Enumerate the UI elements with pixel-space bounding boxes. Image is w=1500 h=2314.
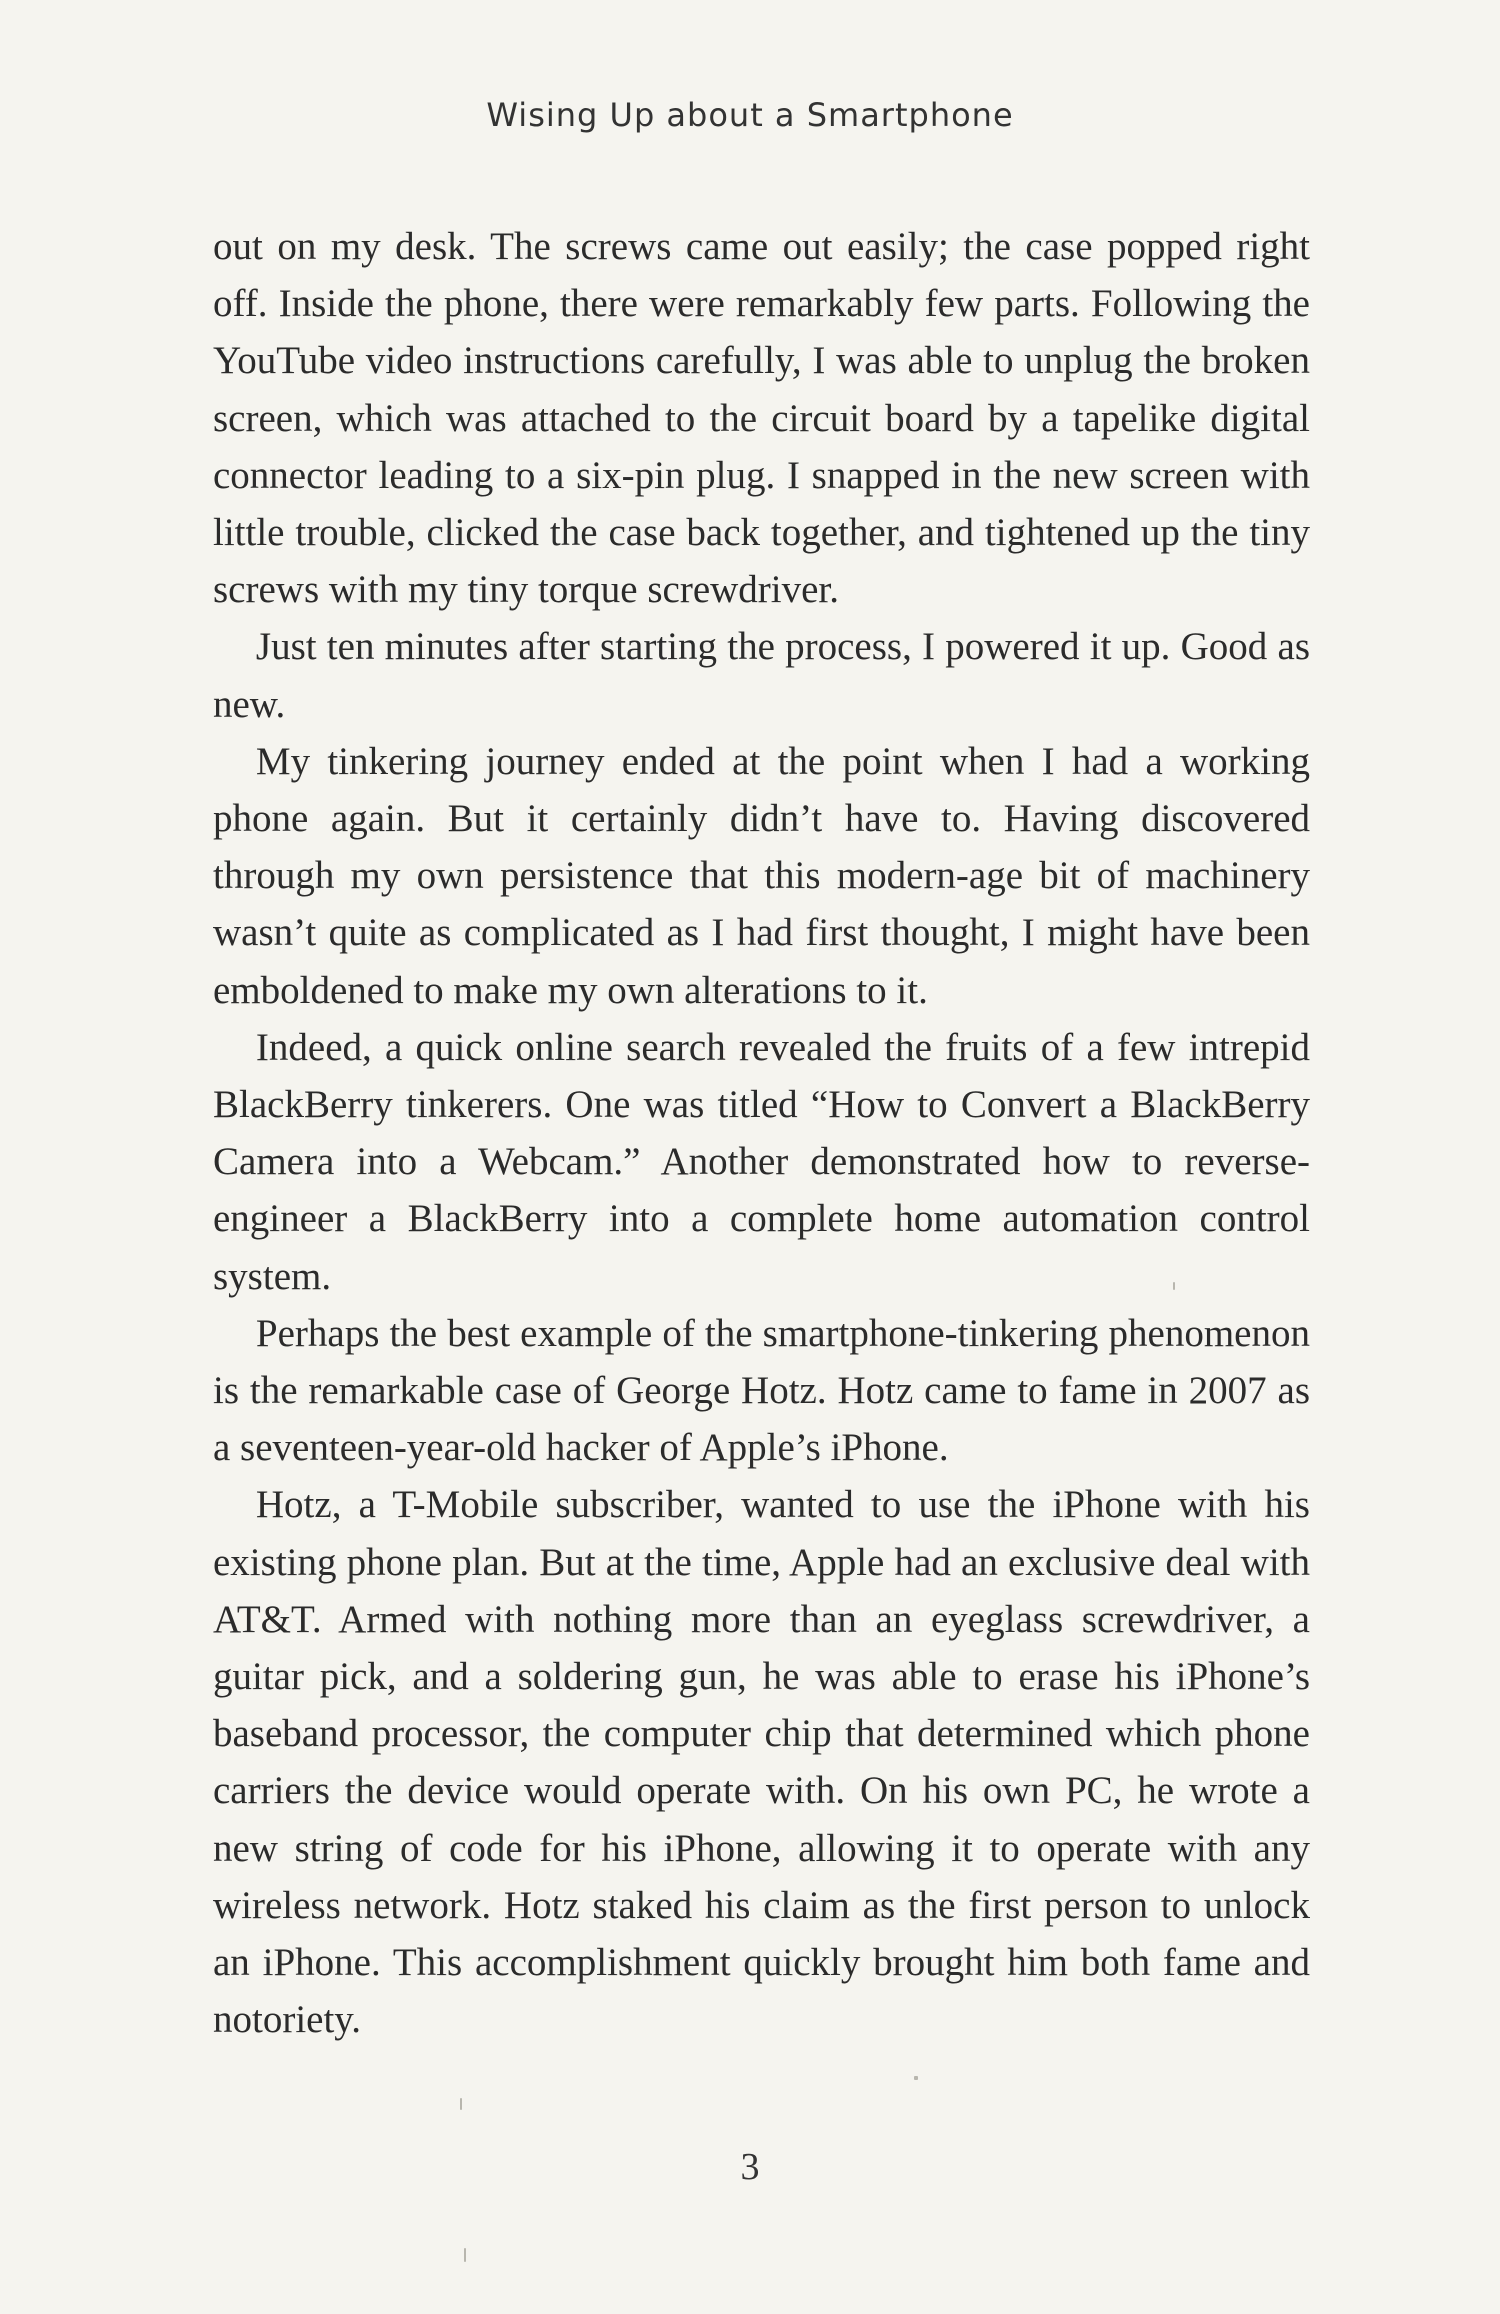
body-text: [213, 218, 1310, 2049]
paragraph: Indeed, a quick online search revealed the fruits of a few intrepid BlackBerry tinkerers. One was titled “How to Convert a BlackBerry Camera into a Webcam.” Another demonstrated how to reverse-engineer a BlackBerry into a complete home automation control system.: [213, 1025, 1310, 1298]
paragraph: Hotz, a T-Mobile subscriber, wanted to use the iPhone with his existing phone plan. But at the time, Apple had an exclusive deal with AT&T. Armed with nothing more than an eyeglass screwdriver, a guitar pick, and a soldering gun, he was able to erase his iPhone’s baseband processor, the computer chip that determined which phone carriers the device would operate with. On his own PC, he wrote a new string of code for his iPhone, allowing it to operate with any wireless network. Hotz staked his claim as the first person to unlock an iPhone. This accomplishment quickly brought him both fame and notoriety.: [213, 1483, 1310, 2042]
page-number: 3: [740, 2146, 760, 2188]
scan-speck: [1173, 1282, 1175, 1290]
scan-speck: [914, 2076, 918, 2080]
paragraph: Just ten minutes after starting the process, I powered it up. Good as new.: [213, 625, 1310, 726]
paragraph: Perhaps the best example of the smartphone-tinkering phenomenon is the remarkable case of George Hotz. Hotz came to fame in 2007 as a seventeen-year-old hacker of Apple’s iPhone.: [213, 1311, 1310, 1470]
scan-speck: [460, 2098, 462, 2110]
scan-speck: [464, 2248, 466, 2262]
paragraph: My tinkering journey ended at the point when I had a working phone again. But it certainly didn’t have to. Having discovered through my own persistence that this modern-age bit of machinery wasn’t quite as complicated as I had first thought, I might have been emboldened to make my own alterations to it.: [213, 739, 1310, 1012]
paragraph-continued: out on my desk. The screws came out easily; the case popped right off. Inside the phone, there were remarkably few parts. Following the YouTube video instructions carefully, I was able to unplug the broken screen, which was attached to the circuit board by a tapelike digital connector leading to a six-pin plug. I snapped in the new screen with little trouble, clicked the case back together, and tightened up the tiny screws with my tiny torque screwdriver.: [213, 225, 1310, 612]
running-head: Wising Up about a Smartphone: [486, 96, 1014, 134]
